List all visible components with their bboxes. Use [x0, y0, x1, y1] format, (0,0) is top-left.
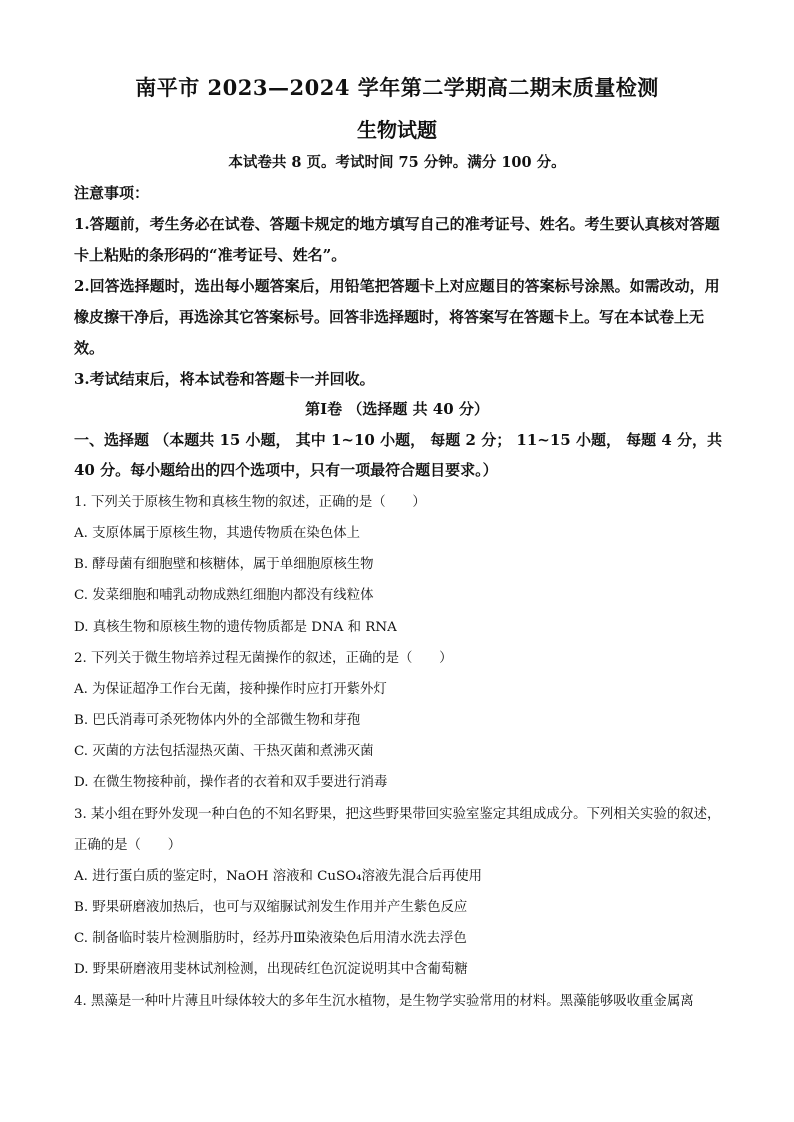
- option-a: A. 进行蛋白质的鉴定时，NaOH 溶液和 CuSO₄溶液先混合后再使用: [74, 869, 483, 884]
- option-c: C. 灭菌的方法包括湿热灭菌、干热灭菌和煮沸灭菌: [74, 744, 374, 759]
- exam-meta: 本试卷共 8 页。考试时间 75 分钟。满分 100 分。: [228, 154, 566, 171]
- option-d: D. 真核生物和原核生物的遗传物质都是 DNA 和 RNA: [74, 620, 397, 635]
- note-item: 3.考试结束后，将本试卷和答题卡一并回收。: [74, 370, 375, 388]
- option-b: B. 野果研磨液加热后，也可与双缩脲试剂发生作用并产生紫色反应: [74, 900, 468, 915]
- section-instructions: 一、选择题 （本题共 15 小题， 其中 1~10 小题， 每题 2 分； 11~15 小题， 每题 4 分，共 40 分。每小题给出的四个选项中，只有一项最符合题目要求。）: [74, 431, 723, 479]
- option-c: C. 发菜细胞和哺乳动物成熟红细胞内都没有线粒体: [74, 588, 374, 603]
- option-c: C. 制备临时装片检测脂肪时，经苏丹Ⅲ染液染色后用清水洗去浮色: [74, 931, 467, 946]
- note-item: 2.回答选择题时，选出每小题答案后，用铅笔把答题卡上对应题目的答案标号涂黑。如需改动，用橡皮擦干净后，再选涂其它答案标号。回答非选择题时，将答案写在答题卡上。写在本试卷上无效。: [74, 277, 720, 357]
- question-stem: 1. 下列关于原核生物和真核生物的叙述，正确的是（ ）: [74, 495, 426, 510]
- note-item: 1.答题前，考生务必在试卷、答题卡规定的地方填写自己的准考证号、姓名。考生要认真核对答题卡上粘贴的条形码的“准考证号、姓名”。: [74, 215, 720, 264]
- exam-title: 南平市 2023—2024 学年第二学期高二期末质量检测: [135, 75, 659, 100]
- part-title: 第Ⅰ卷 （选择题 共 40 分）: [305, 400, 489, 418]
- question-stem: 3. 某小组在野外发现一种白色的不知名野果，把这些野果带回实验室鉴定其组成成分。下列相关实验的叙述，正确的是（ ）: [74, 807, 721, 853]
- question-stem: 4. 黑藻是一种叶片薄且叶绿体较大的多年生沉水植物，是生物学实验常用的材料。黑藻能够吸收重金属离: [74, 994, 694, 1009]
- question-stem: 2. 下列关于微生物培养过程无菌操作的叙述，正确的是（ ）: [74, 651, 453, 666]
- option-d: D. 野果研磨液用斐林试剂检测，出现砖红色沉淀说明其中含葡萄糖: [74, 962, 468, 977]
- notes-heading: 注意事项：: [74, 184, 150, 202]
- option-b: B. 巴氏消毒可杀死物体内外的全部微生物和芽孢: [74, 713, 361, 728]
- subject-title: 生物试题: [357, 118, 437, 142]
- option-a: A. 支原体属于原核生物，其遗传物质在染色体上: [74, 526, 360, 541]
- option-a: A. 为保证超净工作台无菌，接种操作时应打开紫外灯: [74, 682, 387, 697]
- option-d: D. 在微生物接种前，操作者的衣着和双手要进行消毒: [74, 775, 388, 790]
- option-b: B. 酵母菌有细胞壁和核糖体，属于单细胞原核生物: [74, 557, 374, 572]
